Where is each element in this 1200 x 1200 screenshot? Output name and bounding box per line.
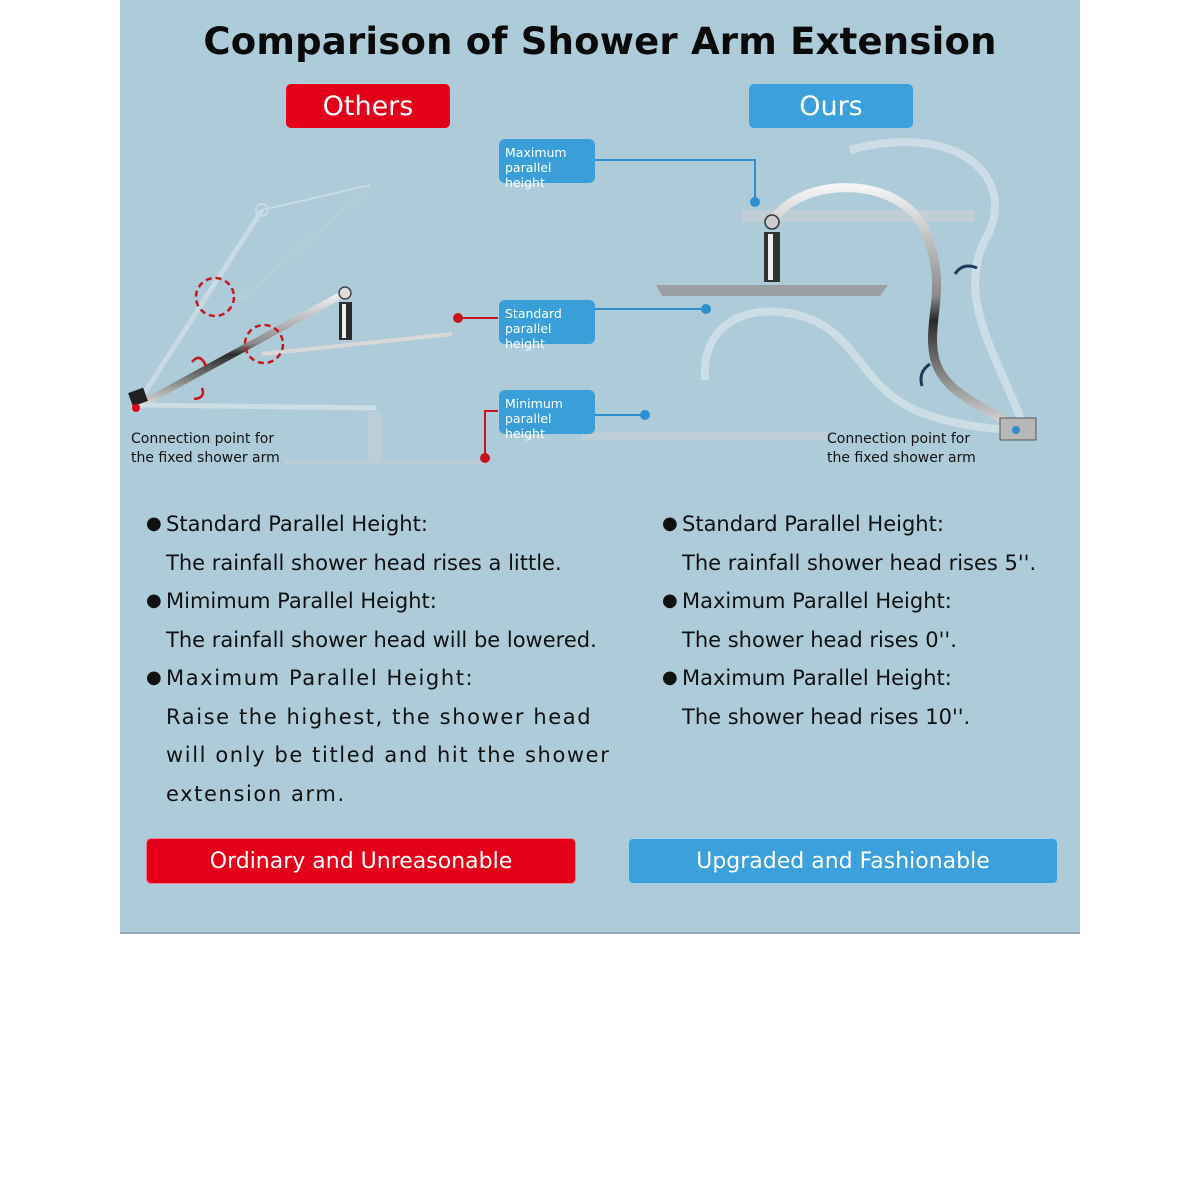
bullet-icon: ● bbox=[662, 590, 678, 611]
page-title: Comparison of Shower Arm Extension bbox=[203, 20, 997, 63]
bullet-icon: ● bbox=[146, 513, 162, 534]
left-main-arm bbox=[128, 287, 452, 412]
bullet-icon: ● bbox=[146, 590, 162, 611]
bullet-icon: ● bbox=[662, 667, 678, 688]
rotate-arrow-icon bbox=[921, 364, 930, 386]
others-tag: Others bbox=[286, 84, 450, 128]
bullet-icon: ● bbox=[662, 513, 678, 534]
ours-verdict-banner: Upgraded and Fashionable bbox=[628, 838, 1058, 884]
ours-feature-list bbox=[662, 505, 1036, 736]
rotate-arrow-icon bbox=[194, 388, 203, 399]
right-ghost-head-min bbox=[582, 432, 827, 440]
list-item: ● Standard Parallel Height: The rainfall shower head rises a little. bbox=[146, 505, 610, 582]
callout-standard-parallel-height: Standard parallel height bbox=[499, 300, 595, 344]
left-ghost-max-arm bbox=[140, 185, 370, 400]
others-feature-list bbox=[146, 505, 610, 813]
list-item: ● Mimimum Parallel Height: The rainfall shower head will be lowered. bbox=[146, 582, 610, 659]
callout-minimum-parallel-height: Minimum parallel height bbox=[499, 390, 595, 434]
ours-tag: Ours bbox=[749, 84, 913, 128]
right-connection-caption: Connection point for the fixed shower arm bbox=[827, 431, 976, 466]
rotate-arrow-icon bbox=[192, 358, 206, 366]
list-item: ● Maximum Parallel Height: The shower head rises 10''. bbox=[662, 659, 1036, 736]
others-verdict-banner: Ordinary and Unreasonable bbox=[146, 838, 576, 884]
left-leader-lines bbox=[454, 314, 498, 462]
bullet-icon: ● bbox=[146, 667, 162, 688]
list-item: ● Standard Parallel Height: The rainfall shower head rises 5''. bbox=[662, 505, 1036, 582]
list-item: ● Maximum Parallel Height: Raise the highest, the shower head will only be titled and hit the shower extension arm. bbox=[146, 659, 610, 813]
list-item: ● Maximum Parallel Height: The shower head rises 0''. bbox=[662, 582, 1036, 659]
callout-maximum-parallel-height: Maximum parallel height bbox=[499, 139, 595, 183]
left-connection-caption: Connection point for the fixed shower arm bbox=[131, 431, 280, 466]
